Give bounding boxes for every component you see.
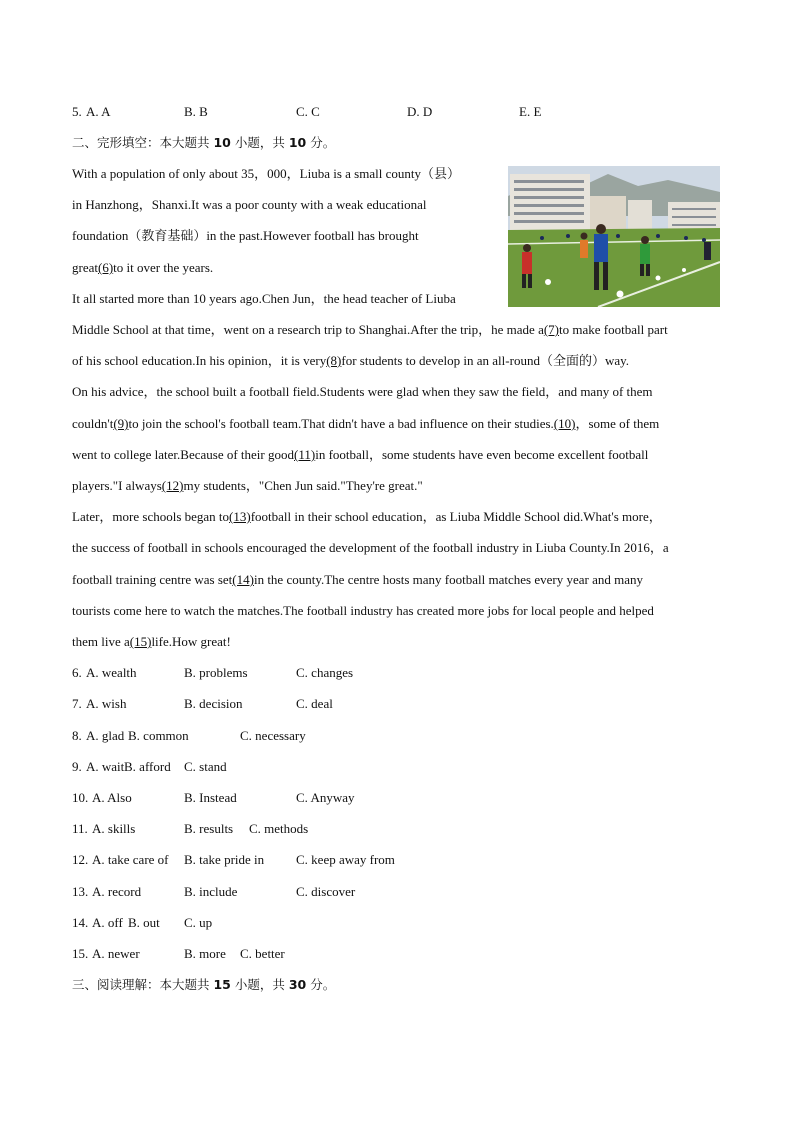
q9-number: 9. (72, 759, 82, 774)
passage-line: the success of football in schools encouraged the development of the football industry in Liuba County.In 2016，a (72, 540, 669, 555)
section-2-heading (72, 135, 335, 151)
passage-text: Middle School at that time，went on a research trip to Shanghai.After the trip，he made a (72, 322, 544, 337)
passage-text: life.How great! (151, 634, 231, 649)
passage-line: foundation（教育基础）in the past.However football has brought (72, 228, 419, 243)
section-3-count: 15 (213, 977, 231, 992)
q8-option-a: A. glad (86, 728, 125, 743)
q13-option-b: B. include (184, 884, 238, 899)
q9-option-c: C. stand (184, 759, 227, 774)
q7-option-b: B. decision (184, 696, 243, 711)
q11-option-b: B. results (184, 821, 234, 836)
q13-option-a: A. record (92, 884, 142, 899)
q8-option-c: C. necessary (240, 728, 306, 743)
blank-9: (9) (113, 416, 129, 431)
passage-text: my students，"Chen Jun said."They're great." (183, 478, 423, 493)
q6-option-c: C. changes (296, 665, 354, 680)
q15-option-a: A. newer (92, 946, 140, 961)
q12-option-a: A. take care of (92, 852, 169, 867)
q5-option-e: E. E (519, 104, 542, 119)
q11-option-c: C. methods (249, 821, 309, 836)
section-2-mid: 小题，共 (230, 135, 289, 150)
q13-option-c: C. discover (296, 884, 356, 899)
q10-number: 10. (72, 790, 89, 805)
blank-8: (8) (326, 353, 342, 368)
passage-line (72, 353, 629, 369)
q14-option-b: B. out (128, 915, 160, 930)
passage-text: in football，some students have even become excellent football (315, 447, 649, 462)
blank-6: (6) (97, 260, 114, 275)
passage-text: couldn't (72, 416, 114, 431)
passage-text: ，some of them (575, 416, 660, 431)
section-2-points: 10 (288, 135, 307, 150)
q11-option-a: A. skills (92, 821, 136, 836)
q15-number: 15. (72, 946, 89, 961)
passage-text: players."I always (72, 478, 162, 493)
q7-option-a: A. wish (86, 696, 127, 711)
passage-text: for students to develop in an all-round（全面的）way. (341, 353, 630, 368)
q10-option-b: B. Instead (184, 790, 237, 805)
q7-option-c: C. deal (296, 696, 333, 711)
passage-text: them live a (72, 634, 130, 649)
passage-text: Later，more schools began to (72, 509, 230, 524)
section-3-heading (72, 977, 335, 993)
blank-7: (7) (543, 322, 560, 337)
passage-line: tourists come here to watch the matches.The football industry has created more jobs for local people and helped (72, 603, 654, 618)
q5-number: 5. (72, 104, 82, 119)
passage-line (72, 572, 643, 588)
q5-option-c: C. C (296, 104, 320, 119)
passage-text: to make football part (559, 322, 668, 337)
passage-text: football training centre was set (72, 572, 233, 587)
passage-line (72, 322, 668, 338)
section-3-prefix: 三、阅读理解：本大题共 (72, 977, 214, 992)
q7-number: 7. (72, 696, 82, 711)
section-2-count: 10 (213, 135, 231, 150)
section-2-suffix: 分。 (306, 135, 336, 150)
q14-option-a: A. off (92, 915, 123, 930)
section-3-points: 30 (288, 977, 307, 992)
passage-text: to join the school's football team.That didn't have a bad influence on their studies. (128, 416, 554, 431)
blank-14: (14) (232, 572, 254, 587)
q5-option-a: A. A (86, 104, 111, 119)
q14-number: 14. (72, 915, 89, 930)
q6-option-a: A. wealth (86, 665, 137, 680)
blank-15: (15) (129, 634, 152, 649)
q12-number: 12. (72, 852, 89, 867)
passage-line (72, 634, 231, 650)
passage-line (72, 447, 648, 463)
passage-line (72, 478, 423, 494)
q6-number: 6. (72, 665, 82, 680)
passage-text: went to college later.Because of their good (72, 447, 295, 462)
passage-text: to it over the years. (113, 260, 214, 275)
section-2-prefix: 二、完形填空：本大题共 (72, 135, 214, 150)
passage-text: in the county.The centre hosts many football matches every year and many (253, 572, 643, 587)
q8-option-b: B. common (128, 728, 189, 743)
blank-13: (13) (229, 509, 251, 524)
passage-line (72, 509, 662, 525)
q15-option-c: C. better (240, 946, 285, 961)
q5-option-b: B. B (184, 104, 208, 119)
passage-text: of his school education.In his opinion，it is very (72, 353, 327, 368)
passage-line: It all started more than 10 years ago.Chen Jun，the head teacher of Liuba (72, 291, 456, 306)
q12-option-b: B. take pride in (184, 852, 265, 867)
q15-option-b: B. more (184, 946, 226, 961)
q6-option-b: B. problems (184, 665, 248, 680)
q5-option-d: D. D (407, 104, 433, 119)
section-3-mid: 小题，共 (230, 977, 289, 992)
passage-line: On his advice，the school built a football field.Students were glad when they saw the field，and many of them (72, 384, 653, 399)
q11-number: 11. (72, 821, 88, 836)
passage-line (72, 260, 213, 276)
passage-line (72, 416, 659, 432)
blank-12: (12) (161, 478, 184, 493)
q10-option-c: C. Anyway (296, 790, 355, 805)
passage-text: great (72, 260, 98, 275)
blank-10: (10) (553, 416, 576, 431)
q13-number: 13. (72, 884, 89, 899)
football-practice-photo (508, 166, 720, 307)
passage-line: in Hanzhong，Shanxi.It was a poor county with a weak educational (72, 197, 427, 212)
blank-11: (11) (294, 447, 316, 462)
q14-option-c: C. up (184, 915, 213, 930)
passage-line: With a population of only about 35，000，Liuba is a small county（县） (72, 166, 460, 181)
q9-option-b: B. afford (124, 759, 171, 774)
q12-option-c: C. keep away from (296, 852, 395, 867)
q8-number: 8. (72, 728, 82, 743)
section-3-suffix: 分。 (306, 977, 336, 992)
q10-option-a: A. Also (92, 790, 132, 805)
q9-option-a: A. wait (86, 759, 125, 774)
passage-text: football in their school education，as Liuba Middle School did.What's more， (250, 509, 662, 524)
